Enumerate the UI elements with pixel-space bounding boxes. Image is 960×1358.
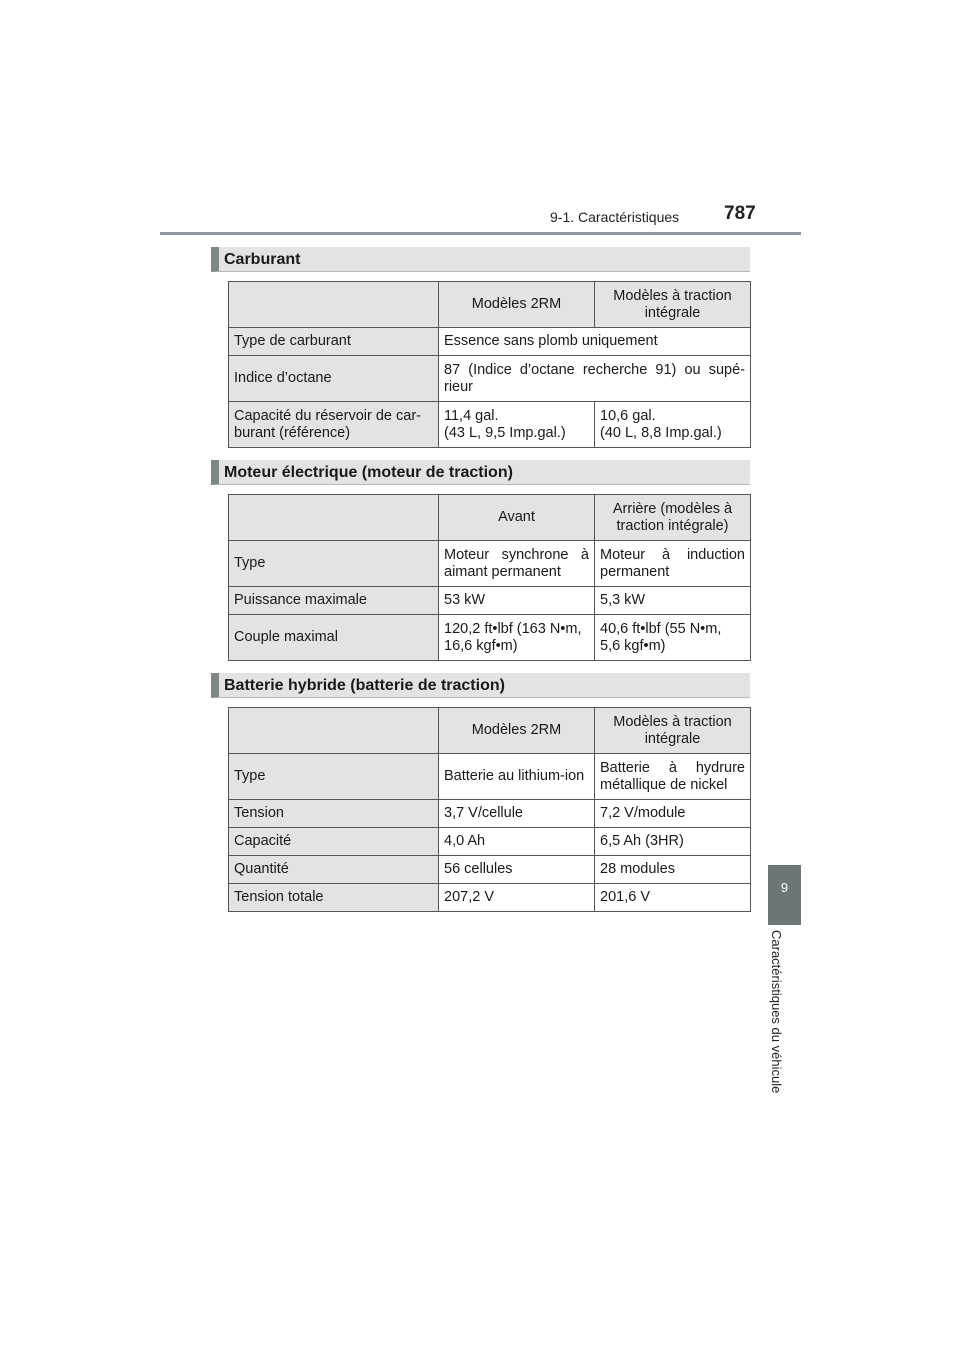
page-number: 787 <box>724 203 756 224</box>
row-label: Type <box>229 754 439 800</box>
table-row <box>229 541 751 587</box>
row-label: Quantité <box>229 856 439 884</box>
cell-value: 201,6 V <box>595 884 751 912</box>
cell-value: 10,6 gal. (40 L, 8,8 Imp.gal.) <box>595 402 751 448</box>
row-label: Indice d’octane <box>229 356 439 402</box>
row-label: Type de carburant <box>229 328 439 356</box>
chapter-number: 9 <box>780 880 789 895</box>
cell-value: Batterie au lithium-ion <box>439 754 595 800</box>
table-row <box>229 884 751 912</box>
cell-value: 53 kW <box>439 587 595 615</box>
row-label: Puissance maximale <box>229 587 439 615</box>
row-label: Capacité <box>229 828 439 856</box>
table-row <box>229 402 751 448</box>
table-row <box>229 356 751 402</box>
cell-value: Moteur synchrone à aimant permanent <box>439 541 595 587</box>
column-header: Modèles 2RM <box>439 708 595 754</box>
column-header: Modèles à traction intégrale <box>595 708 751 754</box>
cell-value: Batterie à hydrure métallique de nickel <box>595 754 751 800</box>
table-row <box>229 587 751 615</box>
running-header-title: 9-1. Caractéristiques <box>550 209 680 225</box>
cell-value: 5,3 kW <box>595 587 751 615</box>
cell-value: 120,2 ft•lbf (163 N•m, 16,6 kgf•m) <box>439 615 595 661</box>
column-header: Arrière (modèles à traction intégrale) <box>595 495 751 541</box>
cell-value: 7,2 V/module <box>595 800 751 828</box>
header-empty-cell <box>229 708 439 754</box>
header-empty-cell <box>229 495 439 541</box>
cell-value: 6,5 Ah (3HR) <box>595 828 751 856</box>
section-heading-batterie: Batterie hybride (batterie de traction) <box>211 673 750 698</box>
cell-value: 207,2 V <box>439 884 595 912</box>
chapter-title: Caractéristiques du véhicule <box>769 930 784 1094</box>
cell-value: Essence sans plomb uniquement <box>439 328 751 356</box>
table-row <box>229 754 751 800</box>
section-heading-moteur: Moteur électrique (moteur de traction) <box>211 460 750 485</box>
table-header-row <box>229 282 751 328</box>
column-header: Modèles 2RM <box>439 282 595 328</box>
table-header-row <box>229 708 751 754</box>
header-empty-cell <box>229 282 439 328</box>
table-row <box>229 828 751 856</box>
header-rule <box>160 232 801 235</box>
table-header-row <box>229 495 751 541</box>
row-label: Tension <box>229 800 439 828</box>
table-moteur <box>228 494 751 661</box>
column-header: Modèles à traction intégrale <box>595 282 751 328</box>
cell-value: 11,4 gal. (43 L, 9,5 Imp.gal.) <box>439 402 595 448</box>
row-label: Couple maximal <box>229 615 439 661</box>
table-row <box>229 615 751 661</box>
cell-value: 87 (Indice d’octane recherche 91) ou supé-rieur <box>439 356 751 402</box>
section-heading-carburant: Carburant <box>211 247 750 272</box>
chapter-tab <box>768 865 801 925</box>
row-label: Capacité du réservoir de car-burant (référence) <box>229 402 439 448</box>
table-batterie <box>228 707 751 912</box>
table-row <box>229 856 751 884</box>
table-row <box>229 800 751 828</box>
table-carburant <box>228 281 751 448</box>
cell-value: 28 modules <box>595 856 751 884</box>
row-label: Tension totale <box>229 884 439 912</box>
cell-value: 3,7 V/cellule <box>439 800 595 828</box>
column-header: Avant <box>439 495 595 541</box>
cell-value: 4,0 Ah <box>439 828 595 856</box>
cell-value: 40,6 ft•lbf (55 N•m, 5,6 kgf•m) <box>595 615 751 661</box>
cell-value: Moteur à induction permanent <box>595 541 751 587</box>
cell-value: 56 cellules <box>439 856 595 884</box>
row-label: Type <box>229 541 439 587</box>
table-row <box>229 328 751 356</box>
